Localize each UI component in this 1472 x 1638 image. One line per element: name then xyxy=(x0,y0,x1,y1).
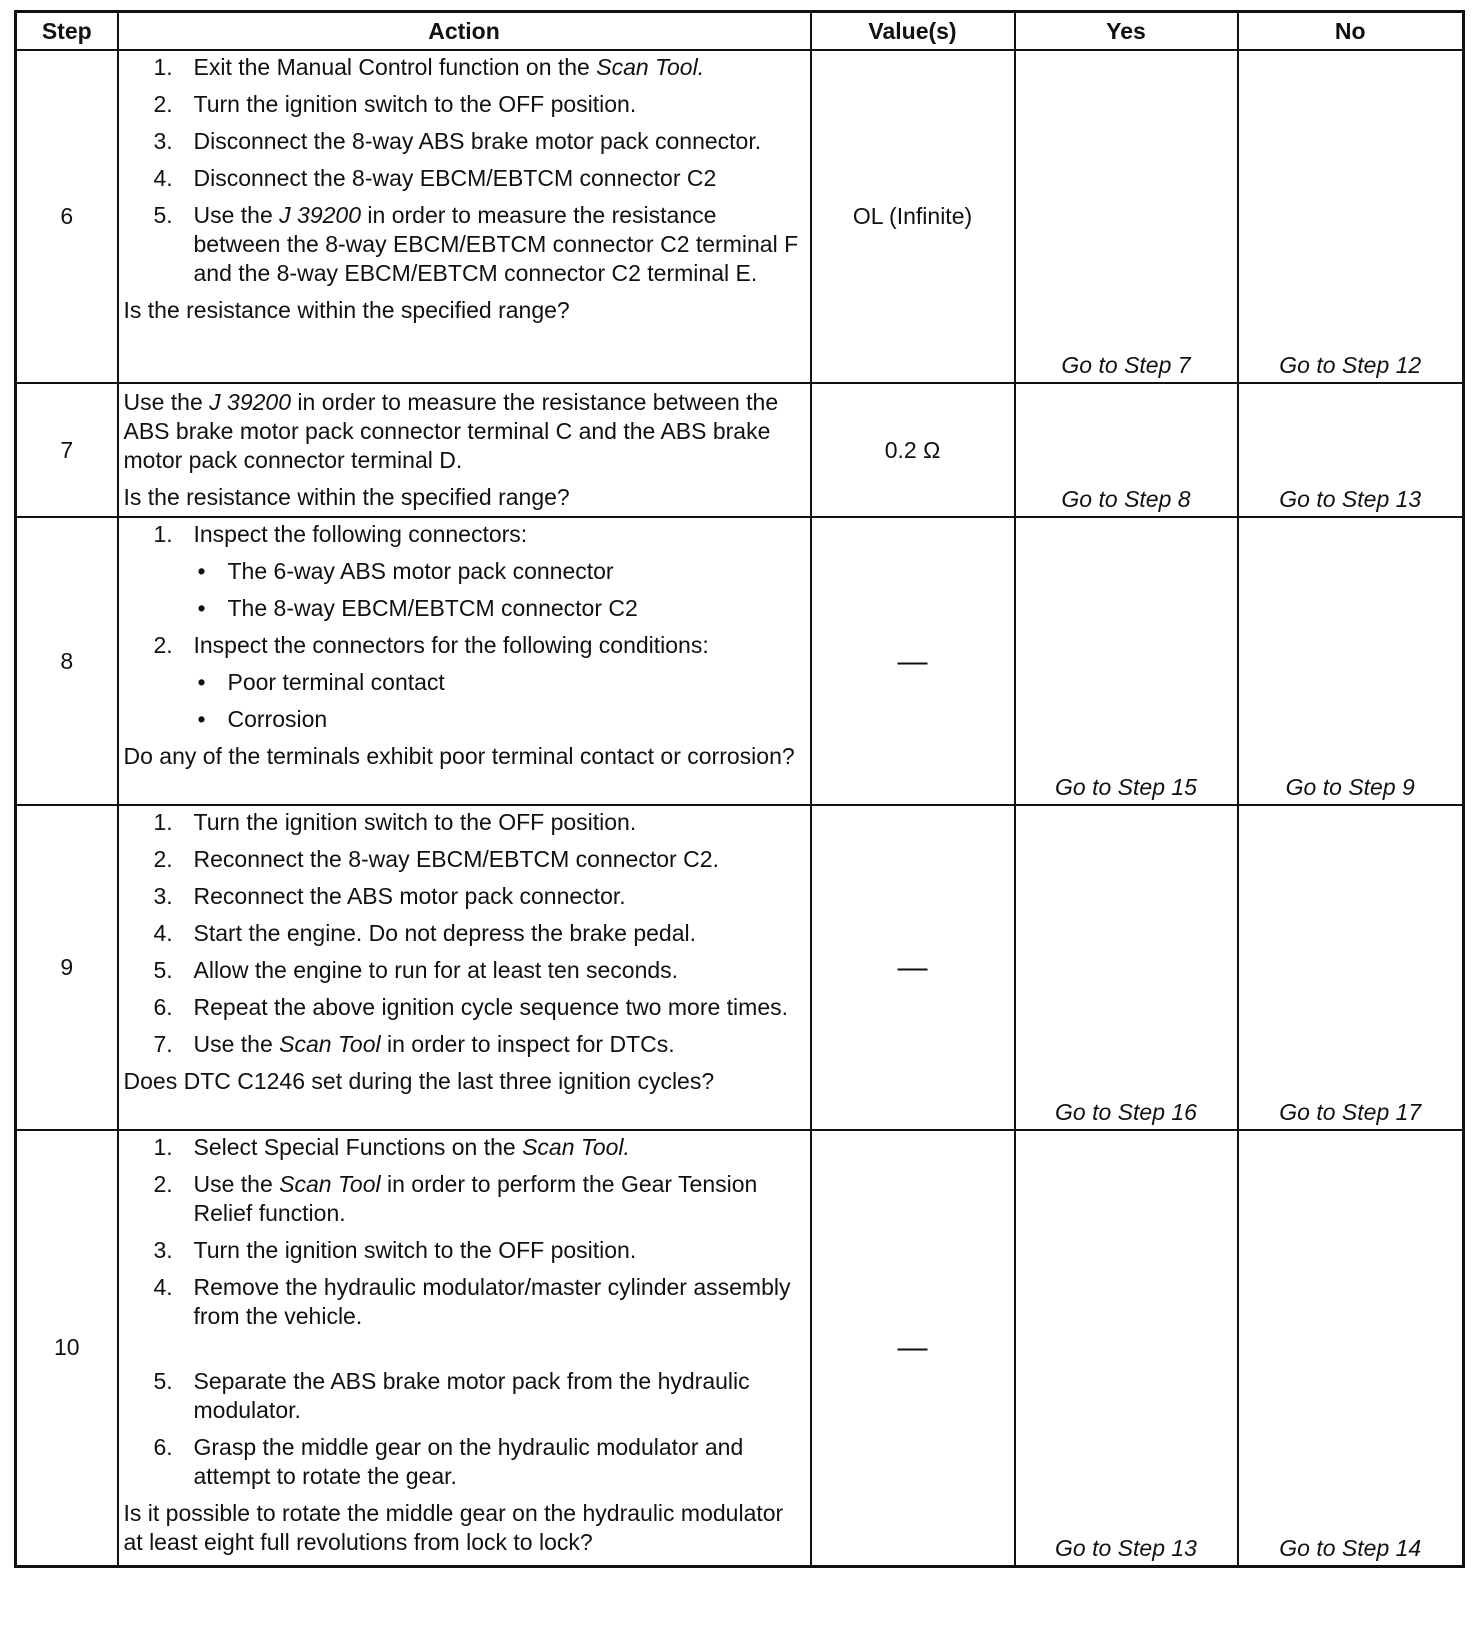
value-cell: — xyxy=(811,517,1015,805)
bullet-item: • Poor terminal contact xyxy=(197,669,445,695)
yes-link[interactable]: Go to Step 16 xyxy=(1015,805,1238,1130)
action-text: Use the J 39200 in order to measure the resistance between the ABS brake motor pack connector terminal C and the ABS brake motor pack connector terminal D. xyxy=(123,389,779,473)
no-link[interactable]: Go to Step 12 xyxy=(1238,50,1464,383)
header-step: Step xyxy=(16,12,118,51)
step-question: Is the resistance within the specified range? xyxy=(123,297,570,323)
yes-link[interactable]: Go to Step 8 xyxy=(1015,383,1238,517)
value-cell: — xyxy=(811,805,1015,1130)
no-link[interactable]: Go to Step 14 xyxy=(1238,1130,1464,1566)
header-no: No xyxy=(1238,12,1464,51)
list-item: 1. Select Special Functions on the Scan Tool. xyxy=(153,1134,630,1160)
list-item: 1. Turn the ignition switch to the OFF position. xyxy=(153,809,637,835)
no-link[interactable]: Go to Step 9 xyxy=(1238,517,1464,805)
table-row-step-8 xyxy=(16,517,1464,805)
action-steps-list xyxy=(124,53,800,288)
list-item: 3. Disconnect the 8-way ABS brake motor pack connector. xyxy=(153,128,762,154)
step-question: Does DTC C1246 set during the last three ignition cycles? xyxy=(123,1068,715,1094)
list-item: 3. Turn the ignition switch to the OFF position. xyxy=(153,1237,637,1263)
header-yes: Yes xyxy=(1015,12,1238,51)
yes-link[interactable]: Go to Step 15 xyxy=(1015,517,1238,805)
header-action: Action xyxy=(118,12,811,51)
list-item: 5. Allow the engine to run for at least ten seconds. xyxy=(153,957,679,983)
table-row-step-7 xyxy=(16,383,1464,517)
bullet-item: • The 8-way EBCM/EBTCM connector C2 xyxy=(197,595,638,621)
list-item: 4. Start the engine. Do not depress the brake pedal. xyxy=(153,920,696,946)
diagnostic-table-sheet xyxy=(14,10,1462,1568)
list-item: 3. Reconnect the ABS motor pack connector. xyxy=(153,883,626,909)
list-item: 1. Exit the Manual Control function on the Scan Tool. xyxy=(153,54,705,80)
step-number: 7 xyxy=(16,383,118,517)
list-item: 1. Inspect the following connectors: • The 6-way ABS motor pack connector • The 8-way EBCM/EBTCM connector C2 xyxy=(124,520,800,623)
yes-link[interactable]: Go to Step 13 xyxy=(1015,1130,1238,1566)
table-row-step-10 xyxy=(16,1130,1464,1566)
action-cell xyxy=(118,50,811,383)
value-cell: 0.2 Ω xyxy=(811,383,1015,517)
no-link[interactable]: Go to Step 17 xyxy=(1238,805,1464,1130)
table-row-step-9 xyxy=(16,805,1464,1130)
action-cell xyxy=(118,383,811,517)
value-cell: — xyxy=(811,1130,1015,1566)
bullet-item: • Corrosion xyxy=(197,706,328,732)
list-item: 2. Turn the ignition switch to the OFF position. xyxy=(153,91,637,117)
action-steps-list xyxy=(124,808,800,1059)
value-cell: OL (Infinite) xyxy=(811,50,1015,383)
action-steps-list xyxy=(124,1133,800,1491)
list-item: 5. Separate the ABS brake motor pack from the hydraulic modulator. xyxy=(153,1368,750,1423)
header-values: Value(s) xyxy=(811,12,1015,51)
step-number: 9 xyxy=(16,805,118,1130)
list-item: 2. Inspect the connectors for the following conditions: • Poor terminal contact • Corrosion xyxy=(124,631,800,734)
step-question: Do any of the terminals exhibit poor terminal contact or corrosion? xyxy=(123,743,795,769)
bullet-list xyxy=(194,668,800,734)
diagnostic-table xyxy=(14,10,1465,1568)
list-item: 2. Use the Scan Tool in order to perform the Gear Tension Relief function. xyxy=(153,1171,758,1226)
table-header-row xyxy=(16,12,1464,51)
step-question: Is the resistance within the specified range? xyxy=(123,484,570,510)
action-cell xyxy=(118,1130,811,1566)
step-question: Is it possible to rotate the middle gear on the hydraulic modulator at least eight full revolutions from lock to lock? xyxy=(123,1500,784,1555)
list-item: 6. Repeat the above ignition cycle sequence two more times. xyxy=(153,994,788,1020)
list-item: 5. Use the J 39200 in order to measure the resistance between the 8-way EBCM/EBTCM connector C2 terminal F and the 8-way EBCM/EBTCM connector C2 terminal E. xyxy=(153,202,799,286)
bullet-item: • The 6-way ABS motor pack connector xyxy=(197,558,614,584)
step-number: 8 xyxy=(16,517,118,805)
table-row-step-6 xyxy=(16,50,1464,383)
list-item: 6. Grasp the middle gear on the hydraulic modulator and attempt to rotate the gear. xyxy=(153,1434,744,1489)
step-number: 10 xyxy=(16,1130,118,1566)
action-cell xyxy=(118,805,811,1130)
list-item: 2. Reconnect the 8-way EBCM/EBTCM connector C2. xyxy=(153,846,719,872)
step-number: 6 xyxy=(16,50,118,383)
yes-link[interactable]: Go to Step 7 xyxy=(1015,50,1238,383)
no-link[interactable]: Go to Step 13 xyxy=(1238,383,1464,517)
bullet-list xyxy=(194,557,800,623)
action-steps-list xyxy=(124,520,800,734)
action-cell xyxy=(118,517,811,805)
list-item: 7. Use the Scan Tool in order to inspect for DTCs. xyxy=(153,1031,675,1057)
list-item: 4. Disconnect the 8-way EBCM/EBTCM connector C2 xyxy=(153,165,717,191)
list-item: 4. Remove the hydraulic modulator/master cylinder assembly from the vehicle. xyxy=(153,1274,791,1329)
